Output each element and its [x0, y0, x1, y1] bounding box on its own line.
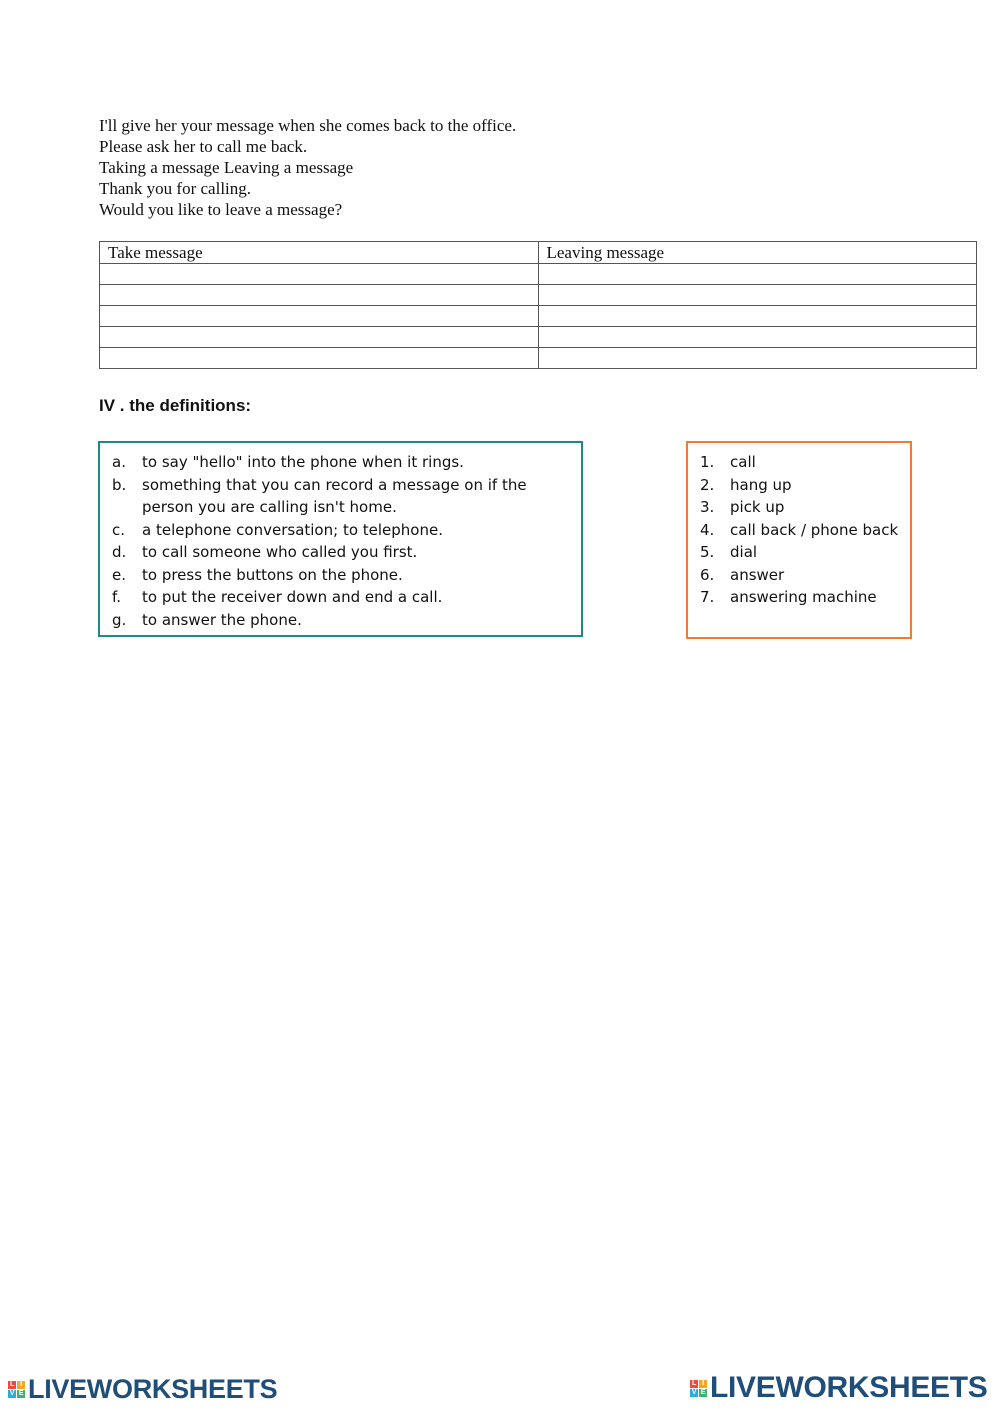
list-item — [112, 586, 571, 609]
logo-mark-letter: V — [9, 1390, 15, 1397]
table-cell[interactable] — [538, 264, 977, 285]
list-item — [700, 519, 902, 542]
list-item — [112, 474, 571, 519]
table-cell[interactable] — [100, 306, 539, 327]
item-text: to say "hello" into the phone when it rings. — [142, 453, 464, 471]
item-key: 2. — [700, 475, 715, 494]
item-key: 5. — [700, 543, 715, 561]
table-header-row — [100, 242, 977, 264]
table-row — [100, 327, 977, 348]
definitions-box — [98, 441, 583, 637]
phrase-line: Thank you for calling. — [99, 179, 252, 198]
table-cell[interactable] — [538, 285, 977, 306]
phrase-line: Please ask her to call me back. — [99, 137, 308, 156]
section-heading: IV . the definitions: — [99, 396, 252, 415]
item-key: g. — [112, 610, 127, 629]
phrase-line: Would you like to leave a message? — [99, 200, 343, 219]
item-key: 3. — [700, 498, 715, 516]
list-item — [700, 564, 902, 587]
logo-mark-letter: I — [17, 1381, 25, 1389]
logo-mark-letter: E — [700, 1388, 706, 1396]
item-text: to answer the phone. — [142, 610, 302, 629]
logo-mark-icon — [690, 1380, 707, 1397]
header-leaving-message: Leaving message — [538, 242, 977, 264]
item-text: pick up — [730, 498, 785, 516]
list-item — [112, 564, 571, 587]
phrase-line: Taking a message Leaving a message — [99, 158, 354, 177]
header-take-message: Take message — [100, 242, 539, 264]
item-key: f. — [112, 588, 121, 606]
liveworksheets-logo[interactable] — [8, 1374, 277, 1405]
item-text: a telephone conversation; to telephone. — [142, 520, 443, 539]
list-item — [112, 519, 571, 542]
list-item — [700, 496, 902, 519]
item-text: answering machine — [730, 588, 877, 606]
logo-mark-letter: L — [690, 1380, 698, 1388]
table-cell[interactable] — [100, 264, 539, 285]
table-row — [100, 264, 977, 285]
list-item — [700, 541, 902, 564]
item-text: to press the buttons on the phone. — [142, 565, 403, 584]
item-key: 1. — [700, 453, 715, 471]
list-item — [112, 541, 571, 564]
item-text: dial — [730, 543, 758, 561]
item-key: 4. — [700, 520, 715, 539]
item-text: hang up — [730, 475, 792, 494]
liveworksheets-logo[interactable] — [690, 1371, 988, 1405]
logo-mark-letter: I — [699, 1380, 707, 1388]
item-key: e. — [112, 565, 126, 584]
logo-mark-letter: V — [691, 1388, 697, 1396]
logo-mark-letter: E — [18, 1390, 24, 1397]
table-cell[interactable] — [538, 327, 977, 348]
logo-text: LIVEWORKSHEETS — [28, 1374, 278, 1404]
list-item — [700, 474, 902, 497]
table-row — [100, 348, 977, 369]
logo-mark-letter: L — [8, 1381, 16, 1389]
table-cell[interactable] — [538, 306, 977, 327]
item-text: to call someone who called you first. — [142, 543, 418, 561]
table-cell[interactable] — [100, 348, 539, 369]
item-key: c. — [112, 520, 126, 539]
list-item — [700, 451, 902, 474]
terms-box — [686, 441, 912, 639]
list-item — [112, 609, 571, 632]
phrase-line: I'll give her your message when she comes back to the office. — [99, 116, 517, 135]
item-key: d. — [112, 543, 127, 561]
item-text: answer — [730, 565, 785, 584]
list-item — [700, 586, 902, 609]
item-key: a. — [112, 453, 126, 471]
table-row — [100, 285, 977, 306]
table-cell[interactable] — [100, 327, 539, 348]
message-table — [99, 241, 977, 369]
logo-text: LIVEWORKSHEETS — [710, 1371, 988, 1404]
item-key: 7. — [700, 588, 715, 606]
list-item — [112, 451, 571, 474]
item-text: call — [730, 453, 756, 471]
phrase-list — [99, 115, 516, 220]
item-text: something that you can record a message on if the person you are calling isn't home. — [142, 475, 527, 516]
item-text: call back / phone back — [730, 520, 899, 539]
table-cell[interactable] — [538, 348, 977, 369]
item-key: b. — [112, 475, 127, 494]
item-key: 6. — [700, 565, 715, 584]
table-cell[interactable] — [100, 285, 539, 306]
item-text: to put the receiver down and end a call. — [142, 588, 443, 606]
logo-mark-icon — [8, 1381, 25, 1398]
table-row — [100, 306, 977, 327]
